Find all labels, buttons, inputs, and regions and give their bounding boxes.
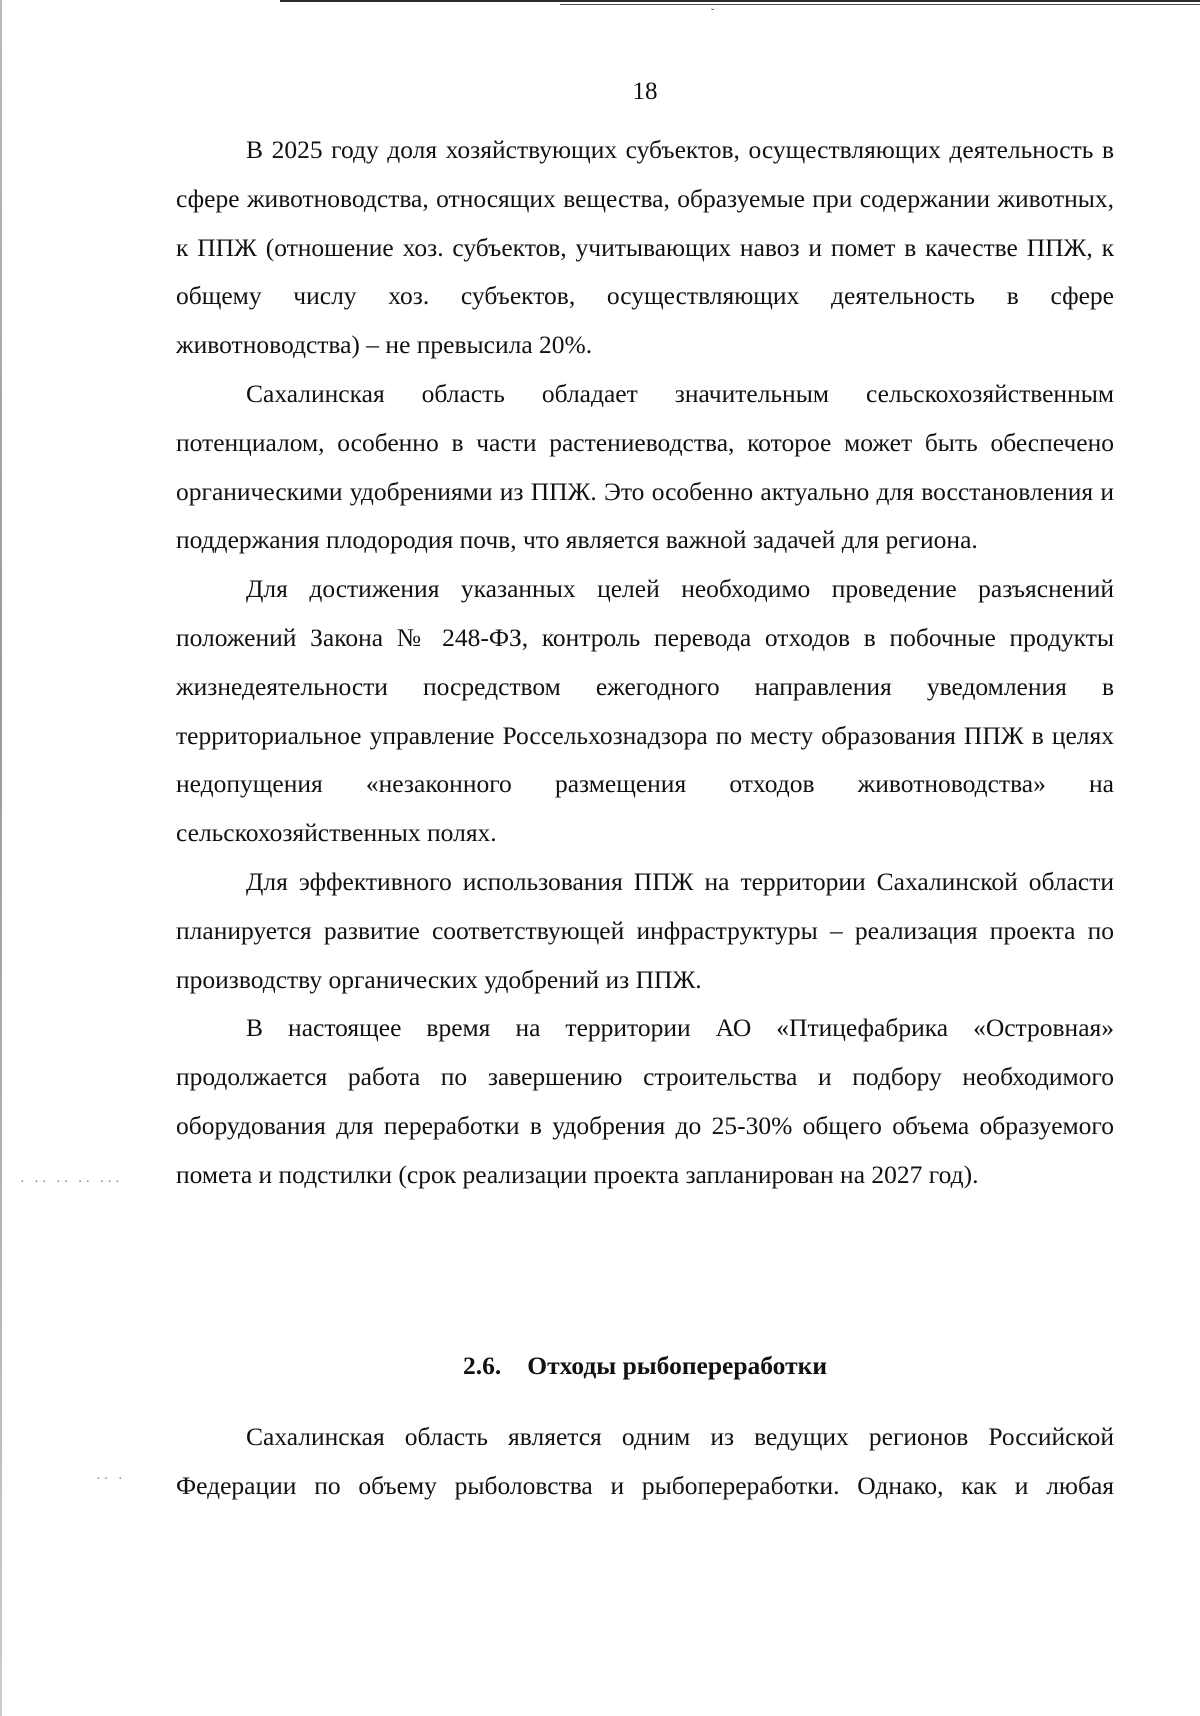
scan-dots: ·· · (96, 1472, 126, 1487)
scan-top-rule-secondary (560, 4, 1200, 5)
body-text (176, 126, 1114, 1200)
section-number: 2.6. (462, 1351, 502, 1380)
paragraph: Для достижения указанных целей необходимо проведение разъяснений положений Закона № 248-ФЗ, контроль перевода отходов в побочные продукты жизнедеятельности посредством ежегодного направления уведомления в территориальное управление Россельхознадзора по месту образования ППЖ в целях недопущения «незаконного размещения отходов животноводства» на сельскохозяйственных полях. (176, 574, 1114, 848)
scan-edge (0, 0, 2, 1716)
paragraph: Сахалинская область обладает значительным сельскохозяйственным потенциалом, особенно в части растениеводства, которое может быть обеспечено органическими удобрениями из ППЖ. Это особенно актуально для восстановления и поддержания плодородия почв, что является важной задачей для региона. (176, 378, 1114, 555)
scan-top-rule (280, 0, 1200, 2)
paragraph: Сахалинская область является одним из ведущих регионов Российской Федерации по объему рыболовства и рыбопереработки. Однако, как и любая (176, 1422, 1114, 1500)
section-body-text (176, 1413, 1114, 1511)
paragraph: В настоящее время на территории АО «Птицефабрика «Островная» продолжается работа по завершению строительства и подбору необходимого оборудования для переработки в удобрения до 25-30% общего объема образуемого помета и подстилки (срок реализации проекта запланирован на 2027 год). (176, 1013, 1114, 1189)
section-title: Отходы рыбопереработки (527, 1351, 828, 1380)
scan-mark: ˇ (711, 8, 715, 19)
section-heading (176, 1346, 1114, 1386)
paragraph: В 2025 году доля хозяйствующих субъектов, осуществляющих деятельность в сфере животноводства, относящих вещества, образуемые при содержании животных, к ППЖ (отношение хоз. субъектов, учитывающих навоз и помет в качестве ППЖ, к общему числу хоз. субъектов, осуществляющих деятельность в сфере животноводства) – не превысила 20%. (176, 135, 1114, 360)
scan-dots: · ·· ·· ·· ··· (20, 1175, 123, 1190)
page-number: 18 (632, 78, 658, 105)
paragraph: Для эффективного использования ППЖ на территории Сахалинской области планируется развитие соответствующей инфраструктуры – реализация проекта по производству органических удобрений из ППЖ. (176, 866, 1114, 994)
